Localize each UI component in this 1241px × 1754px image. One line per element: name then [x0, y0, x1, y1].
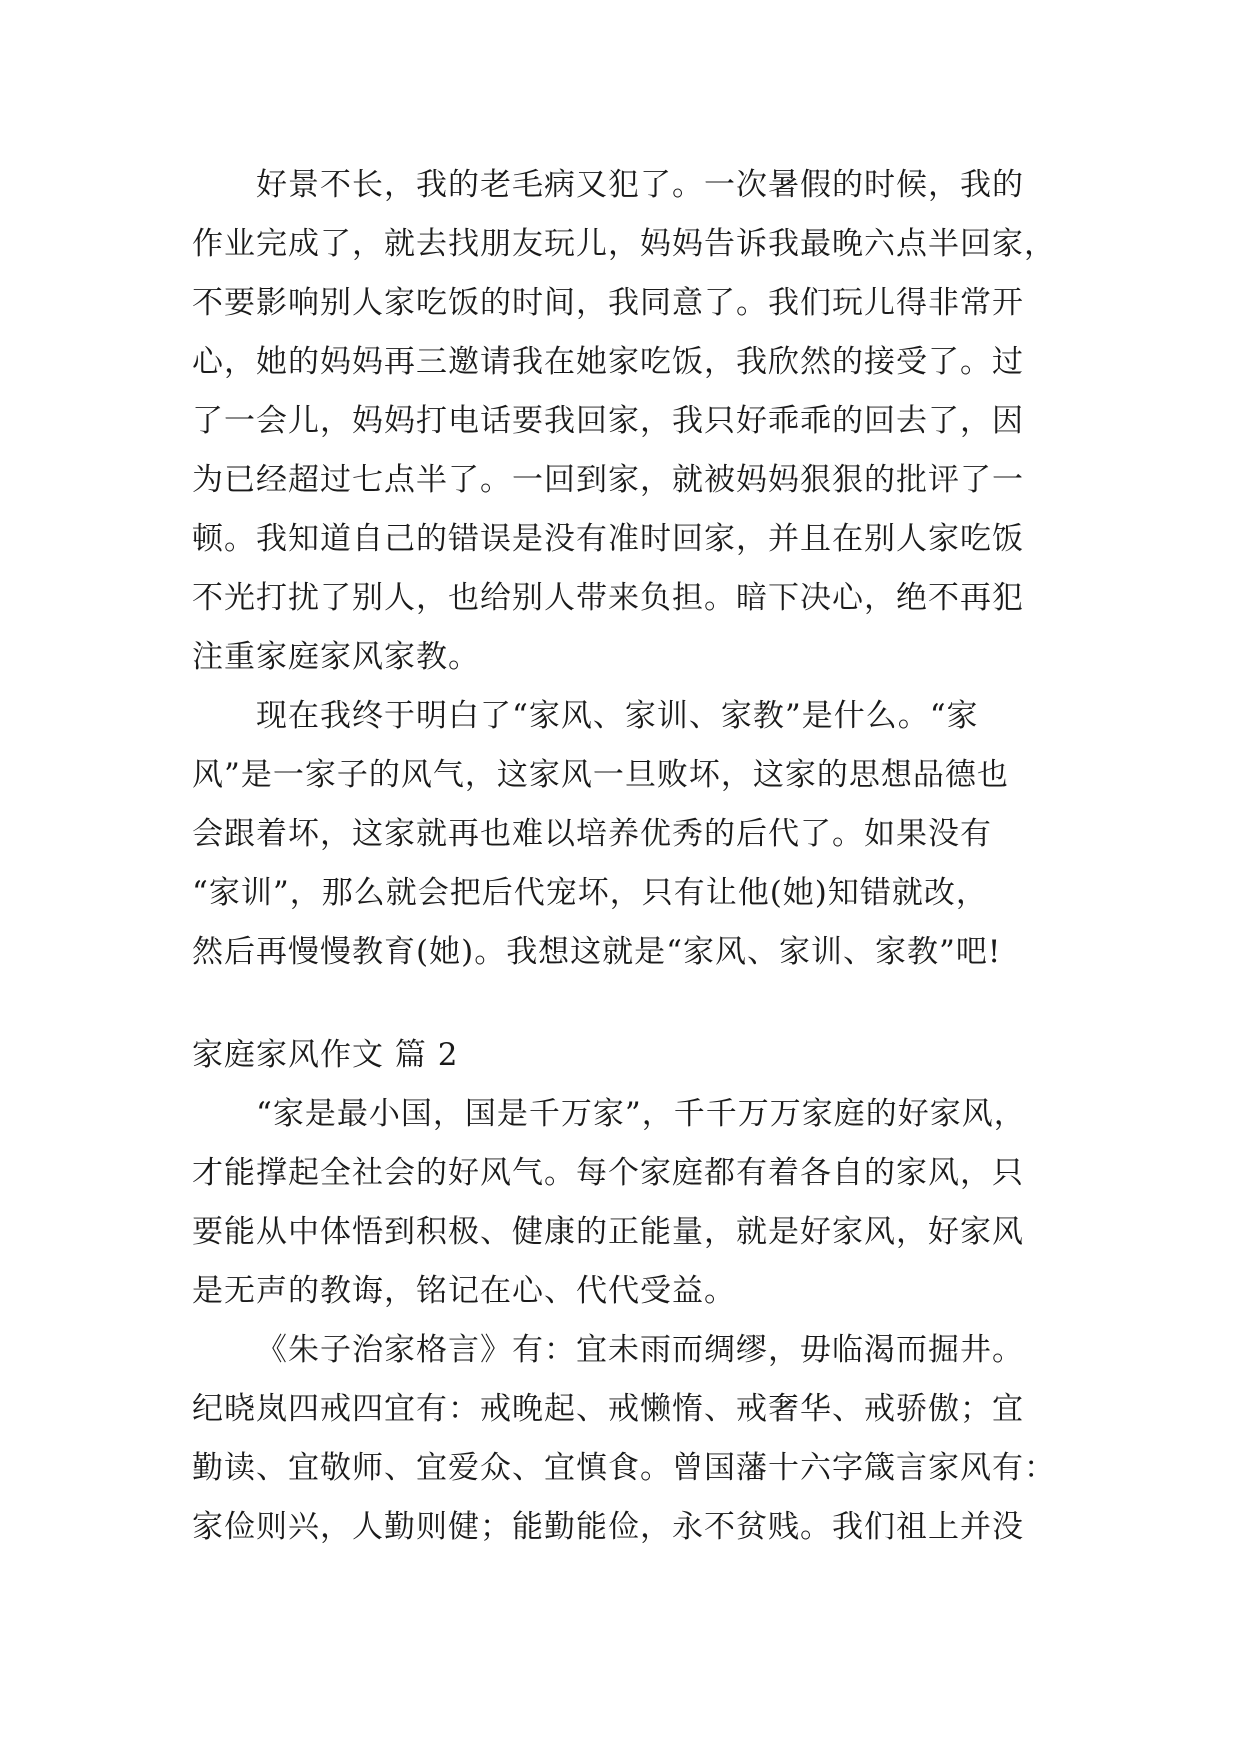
paragraph-line: 现在我终于明白了“家风、家训、家教”是什么。“家: [256, 698, 979, 734]
paragraph-line: 会跟着坏，这家就再也难以培养优秀的后代了。如果没有: [192, 816, 992, 852]
paragraph-line: 风”是一家子的风气，这家风一旦败坏，这家的思想品德也: [192, 757, 1009, 793]
paragraph-line: 不要影响别人家吃饭的时间，我同意了。我们玩儿得非常开: [192, 285, 1024, 321]
paragraph-line: 作业完成了，就去找朋友玩儿，妈妈告诉我最晚六点半回家，: [192, 226, 1056, 262]
section-heading: 家庭家风作文 篇 2: [192, 1037, 459, 1073]
paragraph-line: 心，她的妈妈再三邀请我在她家吃饭，我欣然的接受了。过: [192, 344, 1024, 380]
paragraph-line: 勤读、宜敬师、宜爱众、宜慎食。曾国藩十六字箴言家风有：: [192, 1450, 1056, 1486]
paragraph-line: 注重家庭家风家教。: [192, 639, 480, 675]
paragraph-line: 然后再慢慢教育(她)。我想这就是“家风、家训、家教”吧!: [192, 934, 1002, 970]
paragraph-line: “家是最小国，国是千万家”，千千万万家庭的好家风，: [256, 1096, 1026, 1132]
paragraph-line: “家训”，那么就会把后代宠坏，只有让他(她)知错就改，: [192, 875, 988, 911]
paragraph-line: 才能撑起全社会的好风气。每个家庭都有着各自的家风，只: [192, 1155, 1024, 1191]
paragraph-line: 为已经超过七点半了。一回到家，就被妈妈狠狠的批评了一: [192, 462, 1024, 498]
paragraph-line: 家俭则兴，人勤则健；能勤能俭，永不贫贱。我们祖上并没: [192, 1509, 1024, 1545]
paragraph-line: 不光打扰了别人，也给别人带来负担。暗下决心，绝不再犯: [192, 580, 1024, 616]
paragraph-line: 要能从中体悟到积极、健康的正能量，就是好家风，好家风: [192, 1214, 1024, 1250]
paragraph-line: 好景不长，我的老毛病又犯了。一次暑假的时候，我的: [256, 167, 1024, 203]
paragraph-line: 是无声的教诲，铭记在心、代代受益。: [192, 1273, 736, 1309]
paragraph-line: 《朱子治家格言》有：宜未雨而绸缪，毋临渴而掘井。: [256, 1332, 1024, 1368]
paragraph-line: 纪晓岚四戒四宜有：戒晚起、戒懒惰、戒奢华、戒骄傲；宜: [192, 1391, 1024, 1427]
paragraph-line: 顿。我知道自己的错误是没有准时回家，并且在别人家吃饭: [192, 521, 1024, 557]
paragraph-line: 了一会儿，妈妈打电话要我回家，我只好乖乖的回去了，因: [192, 403, 1024, 439]
